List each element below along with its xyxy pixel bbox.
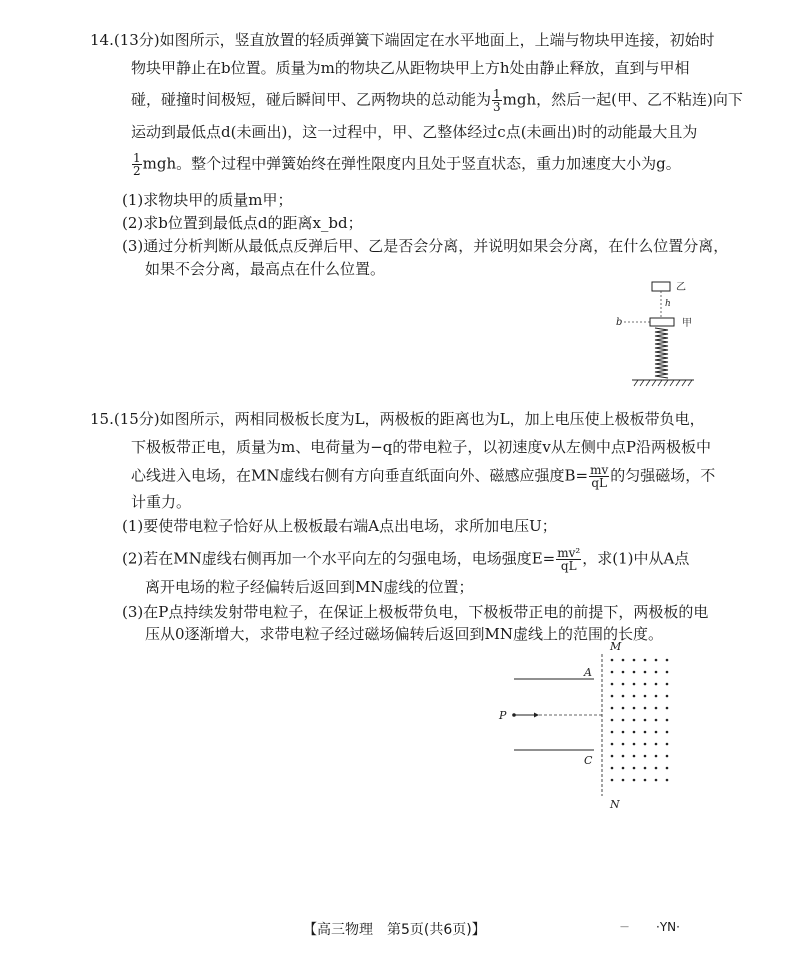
fraction-denominator: qL — [560, 559, 577, 573]
label-yi: 乙 — [676, 282, 686, 293]
field-dot — [633, 683, 636, 686]
field-dot — [644, 743, 647, 746]
field-dot — [611, 779, 614, 782]
field-dot — [644, 659, 647, 662]
fraction-one-third — [492, 88, 502, 113]
field-dot — [666, 707, 669, 710]
field-dot — [644, 755, 647, 758]
fraction-numerator: mv — [590, 463, 609, 477]
label-N: N — [610, 798, 620, 811]
q14-line-4: 运动到最低点d(未画出)，这一过程中，甲、乙整体经过c点(未画出)时的动能最大且为 — [131, 123, 698, 141]
q15-subquestion-1: (1)要使带电粒子恰好从上极板最右端A点出电场，求所加电压U； — [122, 517, 557, 535]
q15-line-2: 下极板带正电，质量为m、电荷量为−q的带电粒子，以初速度v从左侧中点P沿两极板中 — [131, 438, 711, 456]
label-h: h — [665, 299, 671, 309]
field-dot — [611, 719, 614, 722]
field-dot — [655, 683, 658, 686]
field-dot — [611, 731, 614, 734]
field-dot — [622, 671, 625, 674]
q15-subquestion-2-text-a: (2)若在MN虚线右侧再加一个水平向左的匀强电场，电场强度E= — [122, 549, 556, 568]
field-dot — [655, 671, 658, 674]
field-dot — [622, 695, 625, 698]
field-dot — [655, 695, 658, 698]
footer-mark: ·YN· — [656, 920, 680, 934]
label-M: M — [610, 640, 622, 653]
q14-line-3-text-a: 碰，碰撞时间极短，碰后瞬间甲、乙两物块的总动能为 — [131, 90, 492, 109]
field-dot — [633, 695, 636, 698]
field-dot — [644, 707, 647, 710]
field-dot — [644, 671, 647, 674]
field-dot — [655, 731, 658, 734]
field-dot — [655, 659, 658, 662]
block-jia — [650, 318, 674, 326]
field-dot — [611, 683, 614, 686]
q15-line-3-text-b: 的匀强磁场，不 — [610, 466, 716, 485]
magnetic-field-dots — [611, 659, 669, 782]
q15-subquestion-2 — [122, 547, 689, 572]
plates-field-figure — [490, 638, 670, 814]
q15-subquestion-3a: (3)在P点持续发射带电粒子，在保证上极板带负电，下极板带正电的前提下，两极板的电 — [122, 603, 709, 621]
field-dot — [633, 671, 636, 674]
field-dot — [622, 779, 625, 782]
label-C: C — [584, 754, 593, 767]
field-dot — [655, 755, 658, 758]
field-dot — [633, 719, 636, 722]
field-dot — [666, 659, 669, 662]
q14-subquestion-3a: (3)通过分析判断从最低点反弹后甲、乙是否会分离，并说明如果会分离，在什么位置分离， — [122, 237, 729, 255]
field-dot — [666, 695, 669, 698]
field-dot — [655, 707, 658, 710]
field-dot — [666, 671, 669, 674]
label-b: b — [616, 317, 623, 328]
field-dot — [644, 683, 647, 686]
field-dot — [633, 659, 636, 662]
fraction-one-half — [132, 152, 142, 177]
field-dot — [633, 731, 636, 734]
q14-subquestion-1: (1)求物块甲的质量m甲； — [122, 191, 293, 209]
field-dot — [633, 707, 636, 710]
fraction-denominator: qL — [591, 476, 607, 490]
field-dot — [666, 743, 669, 746]
field-dot — [611, 767, 614, 770]
field-dot — [655, 779, 658, 782]
footer-page-info: 【高三物理 第5页(共6页)】 — [303, 922, 486, 938]
velocity-arrowhead — [534, 713, 539, 718]
field-dot — [611, 743, 614, 746]
field-dot — [633, 767, 636, 770]
field-dot — [622, 743, 625, 746]
field-dot — [644, 767, 647, 770]
q14-line-3-text-b: mgh，然后一起(甲、乙不粘连)向下 — [502, 90, 743, 109]
field-dot — [611, 659, 614, 662]
field-dot — [622, 683, 625, 686]
field-dot — [644, 779, 647, 782]
q15-line-3 — [131, 464, 715, 489]
q14-line-5-text: mgh。整个过程中弹簧始终在弹性限度内且处于竖直状态，重力加速度大小为g。 — [142, 154, 681, 173]
spring-block-figure — [610, 278, 710, 390]
field-dot — [644, 719, 647, 722]
field-dot — [666, 767, 669, 770]
q14-subquestion-2: (2)求b位置到最低点d的距离x_bd； — [122, 214, 363, 232]
field-dot — [611, 671, 614, 674]
fraction-denominator: 3 — [493, 100, 501, 114]
q15-line-3-text-a: 心线进入电场，在MN虚线右侧有方向垂直纸面向外、磁感应强度B= — [131, 466, 589, 485]
fraction-denominator: 2 — [133, 164, 141, 178]
field-dot — [666, 719, 669, 722]
field-dot — [655, 719, 658, 722]
q14-subquestion-3b: 如果不会分离，最高点在什么位置。 — [145, 260, 386, 278]
q15-subquestion-2c: 离开电场的粒子经偏转后返回到MN虚线的位置； — [145, 578, 474, 596]
q14-line-1: 14.(13分)如图所示，竖直放置的轻质弹簧下端固定在水平地面上，上端与物块甲连接，初始时 — [90, 31, 715, 49]
fraction-numerator: 1 — [493, 87, 501, 101]
field-dot — [622, 659, 625, 662]
field-dot — [622, 755, 625, 758]
q15-subquestion-3b: 压从0逐渐增大，求带电粒子经过磁场偏转后返回到MN虚线上的范围的长度。 — [145, 625, 664, 643]
q14-line-3 — [131, 88, 743, 113]
footer-dash: — — [620, 922, 629, 932]
field-dot — [611, 707, 614, 710]
fraction-mv-over-qL — [589, 464, 609, 489]
fraction-numerator: 1 — [133, 151, 141, 165]
field-dot — [644, 731, 647, 734]
fraction-numerator: mv² — [557, 546, 581, 560]
label-P: P — [499, 709, 507, 722]
ground-hatching — [634, 380, 692, 386]
label-A: A — [584, 666, 592, 679]
field-dot — [666, 779, 669, 782]
field-dot — [633, 779, 636, 782]
field-dot — [622, 731, 625, 734]
q15-subquestion-2-text-b: ，求(1)中从A点 — [582, 549, 690, 568]
field-dot — [622, 707, 625, 710]
spring-coil — [655, 328, 668, 378]
field-dot — [655, 767, 658, 770]
field-dot — [666, 755, 669, 758]
block-yi — [652, 282, 670, 291]
field-dot — [633, 755, 636, 758]
field-dot — [655, 743, 658, 746]
field-dot — [622, 767, 625, 770]
field-dot — [622, 719, 625, 722]
label-jia: 甲 — [682, 318, 692, 329]
field-dot — [611, 695, 614, 698]
field-dot — [644, 695, 647, 698]
field-dot — [666, 683, 669, 686]
field-dot — [633, 743, 636, 746]
q15-line-4: 计重力。 — [131, 493, 192, 511]
q14-line-2: 物块甲静止在b位置。质量为m的物块乙从距物块甲上方h处由静止释放，直到与甲相 — [131, 59, 690, 77]
field-dot — [611, 755, 614, 758]
q15-line-1: 15.(15分)如图所示，两相同极板长度为L，两极板的距离也为L，加上电压使上极板带负电， — [90, 410, 705, 428]
q14-line-5 — [131, 152, 681, 177]
fraction-mv2-over-qL — [556, 547, 581, 572]
field-dot — [666, 731, 669, 734]
